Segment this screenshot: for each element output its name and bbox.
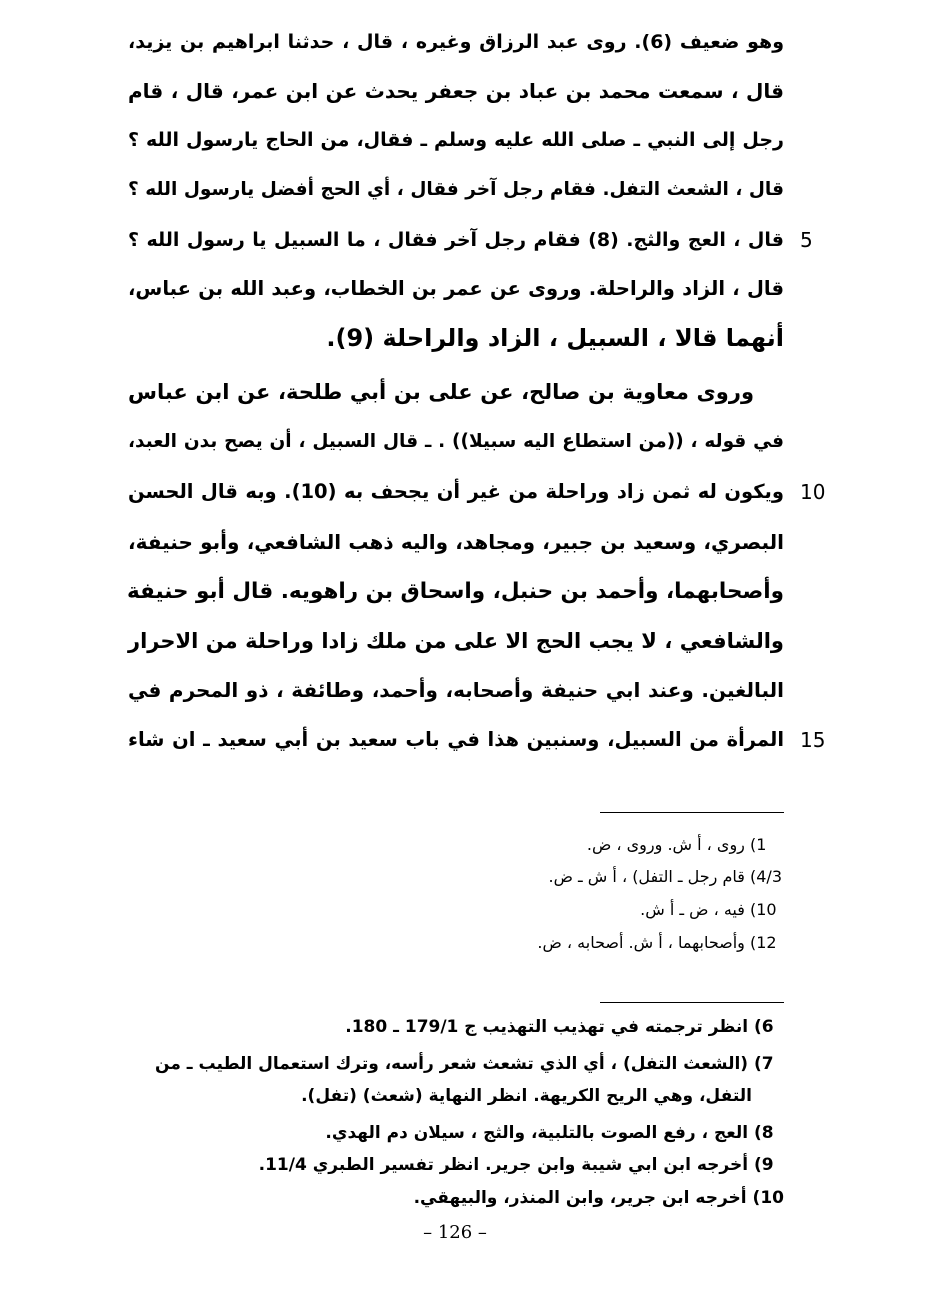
footnote-continuation: التفل، وهي الريح الكريهة. انظر النهاية (شعث) (تفل). [301, 1086, 752, 1106]
body-line-13: والشافعي ، لا يجب الحج الا على من ملك زادا وراحلة من الاحرار [128, 629, 784, 653]
body-line-3: رجل إلى النبي ـ صلى الله عليه وسلم ـ فقال، من الحاج يارسول الله ؟ [128, 129, 784, 151]
footnote-text: أخرجه ابن جرير، وابن المنذر، والبيهقي. [413, 1188, 747, 1208]
line-number-10: 10 [800, 480, 826, 504]
footnote-number: 7) [754, 1054, 774, 1074]
line-number-5: 5 [800, 228, 813, 252]
line-number-15: 15 [800, 728, 826, 752]
variant-note-number: 1) [750, 835, 767, 854]
variants-divider [600, 812, 784, 813]
footnote [414, 1183, 784, 1214]
footnote [325, 1118, 784, 1149]
variant-note-text: فيه ، ض ـ أ ش. [640, 900, 745, 919]
footnote [345, 1012, 784, 1043]
variant-note [537, 928, 784, 958]
body-line-5: قال ، العج والثج. (8) فقام رجل آخر فقال ، ما السبيل يا رسول الله ؟ [128, 229, 784, 251]
body-line-2: قال ، سمعت محمد بن عباد بن جعفر يحدث عن ابن عمر، قال ، قام [128, 79, 784, 103]
body-line-12: وأصحابهما، وأحمد بن حنبل، واسحاق بن راهويه. قال أبو حنيفة [126, 579, 784, 604]
variant-note [587, 830, 784, 860]
body-line-4: قال ، الشعث التفل. فقام رجل آخر فقال ، أي الحج أفضل يارسول الله ؟ [128, 179, 784, 200]
footnote-number: 6) [754, 1017, 774, 1037]
body-line-14: البالغين. وعند ابي حنيفة وأصحابه، وأحمد، وطائفة ، ذو المحرم في [128, 678, 784, 702]
footnote-text: العج ، رفع الصوت بالتلبية، والثج ، سيلان دم الهدي. [325, 1123, 749, 1143]
variant-note-number: 12) [750, 933, 777, 952]
footnotes-divider [600, 1002, 784, 1003]
footnote-number: 10) [752, 1188, 784, 1208]
footnote-text: انظر ترجمته في تهذيب التهذيب ج 179/1 ـ 180. [345, 1017, 749, 1037]
body-line-6: قال ، الزاد والراحلة. وروى عن عمر بن الخطاب، وعبد الله بن عباس، [128, 277, 784, 300]
variant-note-number: 4/3) [750, 867, 782, 886]
variant-note-text: قام رجل ـ التفل) ، أ ش ـ ض. [548, 867, 745, 886]
body-line-10: ويكون له ثمن زاد وراحلة من غير أن يجحف به (10). وبه قال الحسن [128, 480, 784, 503]
body-line-11: البصري، وسعيد بن جبير، ومجاهد، واليه ذهب الشافعي، وأبو حنيفة، [128, 530, 784, 554]
body-line-15: المرأة من السبيل، وسنبين هذا في باب سعيد بن أبي سعيد ـ ان شاء [128, 728, 784, 751]
body-line-9: في قوله ، ((من استطاع اليه سبيلا)) . ـ قال السبيل ، أن يصح بدن العبد، [128, 431, 784, 452]
body-line-7: أنهما قالا ، السبيل ، الزاد والراحلة (9). [326, 324, 784, 352]
variant-note-number: 10) [750, 900, 777, 919]
variant-note-text: وأصحابهما ، أ ش. أصحابه ، ض. [537, 933, 745, 952]
page-number: – 126 – [423, 1222, 487, 1243]
variant-note-text: روى ، أ ش. وروى ، ض. [586, 835, 745, 854]
footnote-number: 8) [754, 1123, 774, 1143]
footnote [155, 1049, 784, 1080]
body-line-8: وروى معاوية بن صالح، عن على بن أبي طلحة، عن ابن عباس [128, 380, 754, 404]
footnote [259, 1150, 784, 1181]
variant-note [640, 895, 784, 925]
body-line-1: وهو ضعيف (6). روى عبد الرزاق وغيره ، قال ، حدثنا ابراهيم بن يزيد، [128, 31, 784, 53]
footnote-number: 9) [754, 1155, 774, 1175]
footnote-text: (الشعث التفل) ، أي الذي تشعث شعر رأسه، وترك استعمال الطيب ـ من [155, 1054, 749, 1074]
footnote-text: أخرجه ابن ابي شيبة وابن جرير. انظر تفسير الطبري 11/4. [258, 1155, 749, 1175]
variant-note [549, 862, 785, 892]
